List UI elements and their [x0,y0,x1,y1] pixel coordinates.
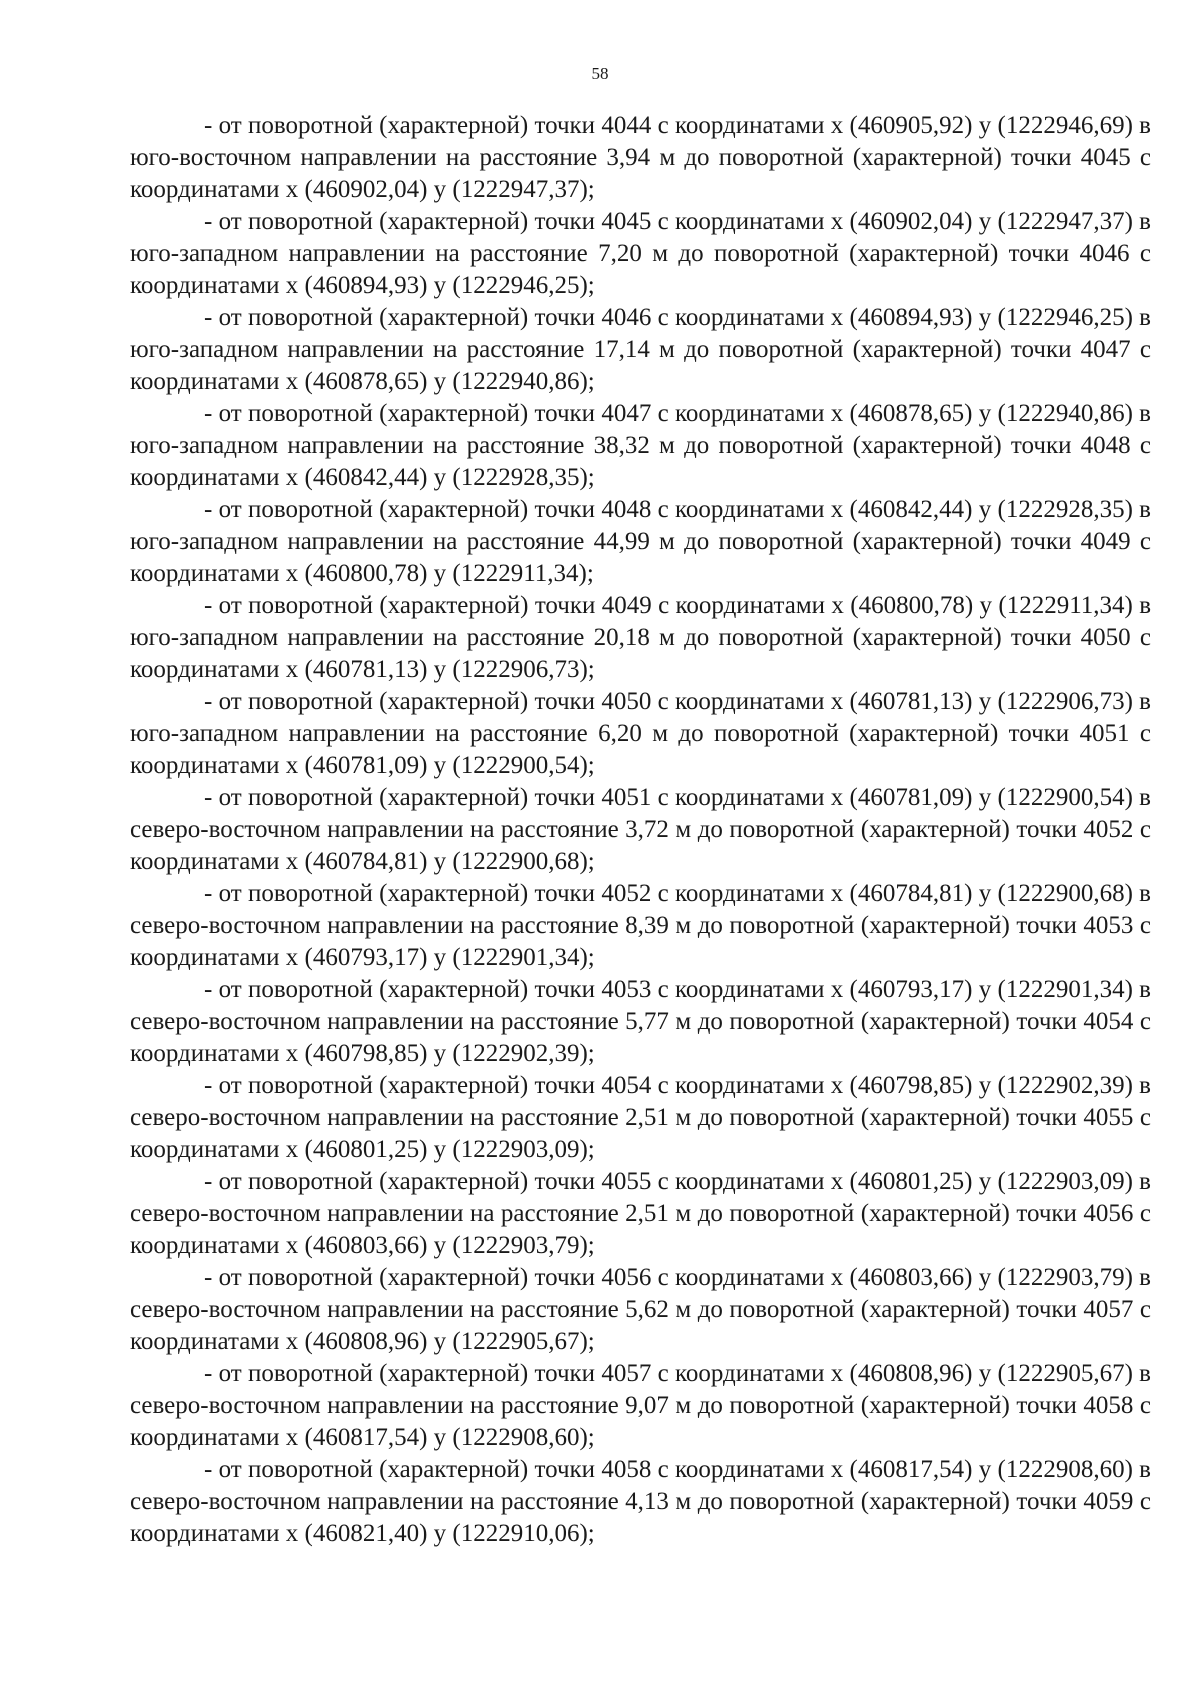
boundary-segment-paragraph: - от поворотной (характерной) точки 4044 с координатами х (460905,92) у (1222946,69) в юго-восточном направлении на расстояние 3,94 м до поворотной (характерной) точки 4045 с координатами х (460902,04) у (1222947,37); [130,112,1151,203]
boundary-segment-paragraph: - от поворотной (характерной) точки 4047 с координатами х (460878,65) у (1222940,86) в юго-западном направлении на расстояние 38,32 м до поворотной (характерной) точки 4048 с координатами х (460842,44) у (1222928,35); [130,400,1151,491]
boundary-segment-paragraph: - от поворотной (характерной) точки 4058 с координатами х (460817,54) у (1222908,60) в северо-восточном направлении на расстояние 4,13 м до поворотной (характерной) точки 4059 с координатами х (460821,40) у (1222910,06); [130,1456,1151,1547]
boundary-segment-paragraph: - от поворотной (характерной) точки 4057 с координатами х (460808,96) у (1222905,67) в северо-восточном направлении на расстояние 9,07 м до поворотной (характерной) точки 4058 с координатами х (460817,54) у (1222908,60); [130,1360,1151,1451]
boundary-segment-paragraph: - от поворотной (характерной) точки 4052 с координатами х (460784,81) у (1222900,68) в северо-восточном направлении на расстояние 8,39 м до поворотной (характерной) точки 4053 с координатами х (460793,17) у (1222901,34); [130,880,1151,971]
boundary-segment-paragraph: - от поворотной (характерной) точки 4049 с координатами х (460800,78) у (1222911,34) в юго-западном направлении на расстояние 20,18 м до поворотной (характерной) точки 4050 с координатами х (460781,13) у (1222906,73); [130,592,1151,683]
page-number: 58 [591,64,609,83]
boundary-segment-paragraph: - от поворотной (характерной) точки 4050 с координатами х (460781,13) у (1222906,73) в юго-западном направлении на расстояние 6,20 м до поворотной (характерной) точки 4051 с координатами х (460781,09) у (1222900,54); [130,688,1151,779]
boundary-segment-paragraph: - от поворотной (характерной) точки 4054 с координатами х (460798,85) у (1222902,39) в северо-восточном направлении на расстояние 2,51 м до поворотной (характерной) точки 4055 с координатами х (460801,25) у (1222903,09); [130,1072,1151,1163]
boundary-segment-paragraph: - от поворотной (характерной) точки 4046 с координатами х (460894,93) у (1222946,25) в юго-западном направлении на расстояние 17,14 м до поворотной (характерной) точки 4047 с координатами х (460878,65) у (1222940,86); [130,304,1151,395]
document-body [130,110,1151,1550]
boundary-segment-paragraph: - от поворотной (характерной) точки 4056 с координатами х (460803,66) у (1222903,79) в северо-восточном направлении на расстояние 5,62 м до поворотной (характерной) точки 4057 с координатами х (460808,96) у (1222905,67); [130,1264,1151,1355]
boundary-segment-paragraph: - от поворотной (характерной) точки 4048 с координатами х (460842,44) у (1222928,35) в юго-западном направлении на расстояние 44,99 м до поворотной (характерной) точки 4049 с координатами х (460800,78) у (1222911,34); [130,496,1151,587]
boundary-segment-paragraph: - от поворотной (характерной) точки 4045 с координатами х (460902,04) у (1222947,37) в юго-западном направлении на расстояние 7,20 м до поворотной (характерной) точки 4046 с координатами х (460894,93) у (1222946,25); [130,208,1151,299]
boundary-segment-paragraph: - от поворотной (характерной) точки 4053 с координатами х (460793,17) у (1222901,34) в северо-восточном направлении на расстояние 5,77 м до поворотной (характерной) точки 4054 с координатами х (460798,85) у (1222902,39); [130,976,1151,1067]
boundary-segment-paragraph: - от поворотной (характерной) точки 4051 с координатами х (460781,09) у (1222900,54) в северо-восточном направлении на расстояние 3,72 м до поворотной (характерной) точки 4052 с координатами х (460784,81) у (1222900,68); [130,784,1151,875]
boundary-segment-paragraph: - от поворотной (характерной) точки 4055 с координатами х (460801,25) у (1222903,09) в северо-восточном направлении на расстояние 2,51 м до поворотной (характерной) точки 4056 с координатами х (460803,66) у (1222903,79); [130,1168,1151,1259]
